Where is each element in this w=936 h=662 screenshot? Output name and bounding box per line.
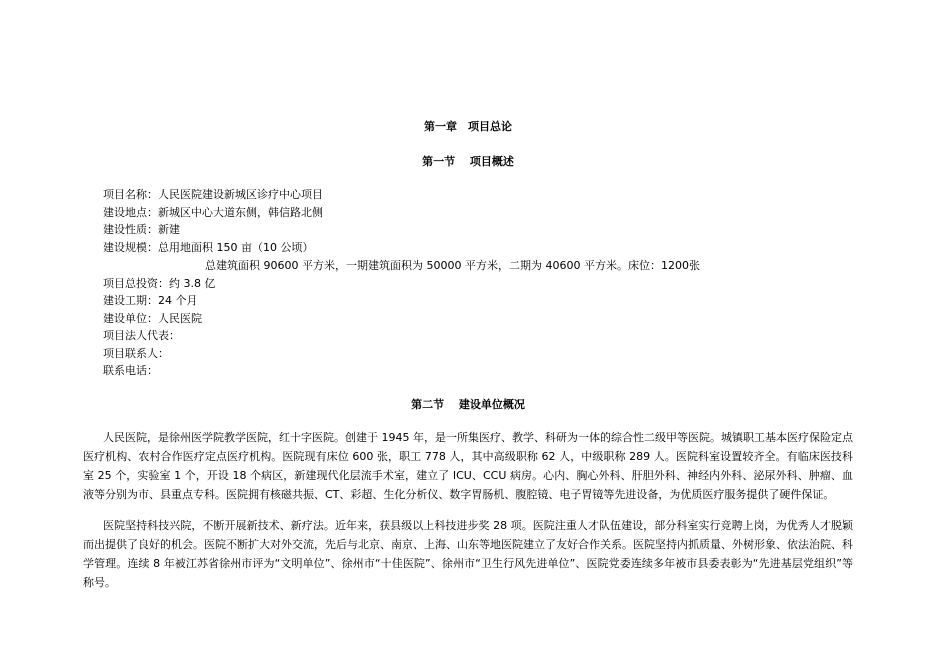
section2-title: 第二节 建设单位概况 <box>411 398 525 411</box>
info-line-unit <box>103 310 202 327</box>
info-value: 总建筑面积 90600 平方米，一期建筑面积为 50000 平方米，二期为 40600 平方米。床位：1200张 <box>205 259 700 272</box>
info-line-scale-detail <box>205 257 700 274</box>
info-label: 项目法人代表： <box>103 329 180 342</box>
chapter-title: 第一章 项目总论 <box>424 120 512 133</box>
info-value: 总用地面积 150 亩（10 公顷） <box>158 241 314 254</box>
info-value: 人民医院 <box>158 312 202 325</box>
info-label: 建设工期： <box>103 294 158 307</box>
section1-title: 第一节 项目概述 <box>422 155 514 168</box>
info-line-project-name <box>103 186 323 203</box>
info-value: 24 个月 <box>158 294 198 307</box>
info-label: 建设地点： <box>103 206 158 219</box>
paragraph-hospital-overview: 人民医院，是徐州医学院教学医院，红十字医院。创建于 1945 年，是一所集医疗、教学、科研为一体的综合性二级甲等医院。城镇职工基本医疗保险定点医疗机构、农村合作医疗定点医疗机构。医院现有床位 600 张，职工 778 人，其中高级职称 62 人，中级职称 289 人。医院科室设置较齐全。有临床医技科室 25 个，实验室 1 个，开设 18 个病区，新建现代化层流手术室，建立了 ICU、CCU 病房。心内、胸心外科、肝胆外科、神经内外科、泌尿外科、肿瘤、血液等分别为市、县重点专科。医院拥有核磁共振、CT、彩超、生化分析仪、数字胃肠机、腹腔镜、电子胃镜等先进设备，为优质医疗服务提供了硬件保证。 <box>83 431 853 501</box>
info-label: 建设单位： <box>103 312 158 325</box>
info-line-nature <box>103 221 180 238</box>
info-line-investment <box>103 275 216 292</box>
paragraph-hospital-achievements: 医院坚持科技兴院，不断开展新技术、新疗法。近年来，获县级以上科技进步奖 28 项。医院注重人才队伍建设，部分科室实行竞聘上岗，为优秀人才脱颖而出提供了良好的机会。医院不断扩大对外交流，先后与北京、南京、上海、山东等地医院建立了友好合作关系。医院坚持内抓质量、外树形象、依法治院、科学管理。连续 8 年被江苏省徐州市评为“文明单位”、徐州市“十佳医院”、徐州市“卫生行风先进单位”、医院党委连续多年被市县委表彰为“先进基层党组织”等称号。 <box>83 519 853 589</box>
info-line-location <box>103 204 323 221</box>
info-value: 人民医院建设新城区诊疗中心项目 <box>158 188 323 201</box>
info-line-contact <box>103 345 169 362</box>
info-line-duration <box>103 292 198 309</box>
info-label: 项目总投资： <box>103 277 169 290</box>
info-line-phone <box>103 362 158 379</box>
info-label: 项目联系人： <box>103 347 169 360</box>
info-value: 约 3.8 亿 <box>169 277 216 290</box>
info-label: 建设性质： <box>103 223 158 236</box>
info-label: 建设规模： <box>103 241 158 254</box>
info-line-legal-rep <box>103 327 180 344</box>
info-label: 项目名称： <box>103 188 158 201</box>
info-value: 新建 <box>158 223 180 236</box>
info-value: 新城区中心大道东侧，韩信路北侧 <box>158 206 323 219</box>
info-label: 联系电话： <box>103 364 158 377</box>
info-line-scale <box>103 239 313 256</box>
